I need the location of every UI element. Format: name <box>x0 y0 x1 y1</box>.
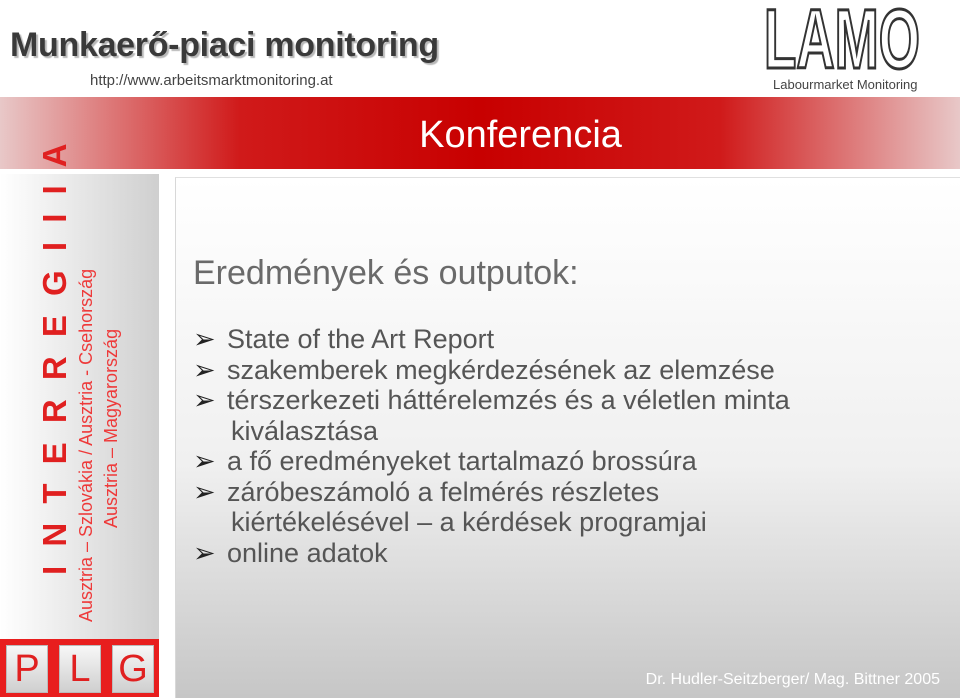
lamo-logo-text: LAMO <box>764 0 920 72</box>
plg-letter-l: L <box>59 645 101 693</box>
lamo-logo <box>762 0 922 72</box>
list-item-text: online adatok <box>227 537 388 568</box>
results-list <box>193 324 790 568</box>
list-item <box>193 324 790 355</box>
arrow-bullet-icon: ➢ <box>193 476 216 507</box>
list-item-text: szakemberek megkérdezésének az elemzése <box>227 354 775 385</box>
list-item <box>193 446 790 477</box>
list-item <box>193 538 790 569</box>
list-item-text: kiértékelésével – a kérdések programjai <box>231 507 707 537</box>
list-item <box>193 385 790 446</box>
footer-author: Dr. Hudler-Seitzberger/ Mag. Bittner 2005 <box>645 671 940 688</box>
banner-title: Konferencia <box>419 114 622 156</box>
list-item-text: kiválasztása <box>231 415 379 446</box>
region-line-2: Ausztria – Magyarország <box>101 328 121 528</box>
arrow-bullet-icon: ➢ <box>193 385 216 415</box>
region-line-1: Ausztria – Szlovákia / Ausztria - Csehország <box>76 268 96 622</box>
logo-subtitle: Labourmarket Monitoring <box>773 77 918 92</box>
list-item <box>193 355 790 386</box>
app-title: Munkaerő-piaci monitoring <box>10 26 439 64</box>
plg-letter-p: P <box>6 645 48 693</box>
arrow-bullet-icon: ➢ <box>193 446 216 476</box>
plg-logo <box>0 639 159 697</box>
list-item-text: a fő eredményeket tartalmazó brossúra <box>227 446 697 476</box>
arrow-bullet-icon: ➢ <box>193 354 216 385</box>
list-item-text: State of the Art Report <box>227 324 495 354</box>
website-url[interactable]: http://www.arbeitsmarktmonitoring.at <box>90 72 333 89</box>
program-name: I N T E R R E G I I I A <box>36 138 73 575</box>
plg-letter-g: G <box>112 645 154 693</box>
list-item-text: térszerkezeti háttérelemzés és a véletlen minta <box>227 385 790 415</box>
list-item <box>193 477 790 538</box>
arrow-bullet-icon: ➢ <box>193 537 216 568</box>
list-item-text: záróbeszámoló a felmérés részletes <box>227 476 660 507</box>
arrow-bullet-icon: ➢ <box>193 324 216 354</box>
section-heading: Eredmények és outputok: <box>193 254 579 292</box>
